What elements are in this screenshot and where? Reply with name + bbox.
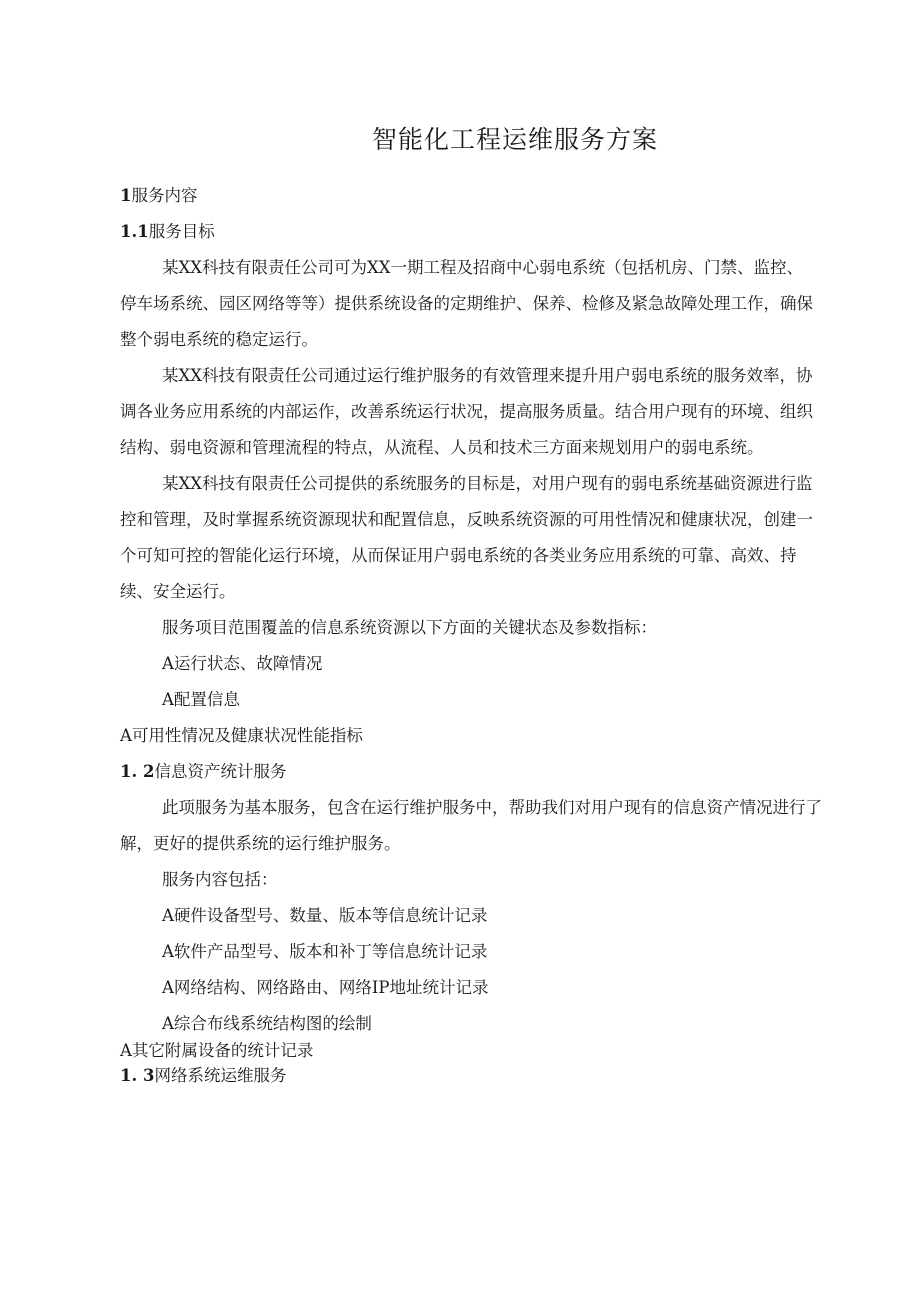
paragraph-line: 停车场系统、园区网络等等）提供系统设备的定期维护、保养、检修及紧急故障处理工作，确保: [120, 294, 813, 313]
paragraph-line: 某XX科技有限责任公司提供的系统服务的目标是，对用户现有的弱电系统基础资源进行监: [162, 474, 813, 493]
paragraph-line: 服务内容包括：: [162, 870, 278, 889]
section-label: 信息资产统计服务: [154, 762, 287, 781]
list-item: A硬件设备型号、数量、版本等信息统计记录: [162, 906, 488, 925]
list-item: A综合布线系统结构图的绘制: [162, 1014, 372, 1033]
section-number: 1. 3: [120, 1066, 155, 1085]
section-label: 网络系统运维服务: [154, 1066, 287, 1085]
paragraph-line: 控和管理，及时掌握系统资源现状和配置信息，反映系统资源的可用性情况和健康状况，创建一: [120, 510, 813, 529]
list-item: A软件产品型号、版本和补丁等信息统计记录: [162, 942, 488, 961]
document-title: 智能化工程运维服务方案: [371, 125, 658, 154]
section-number: 1. 2: [120, 762, 155, 781]
list-item: A网络结构、网络路由、网络IP地址统计记录: [162, 978, 489, 997]
section-label: 服务内容: [131, 186, 198, 205]
list-item: A可用性情况及健康状况性能指标: [120, 726, 363, 745]
section-label: 服务目标: [148, 222, 215, 241]
paragraph-line: 解，更好的提供系统的运行维护服务。: [120, 834, 401, 853]
paragraph-line: 个可知可控的智能化运行环境，从而保证用户弱电系统的各类业务应用系统的可靠、高效、持: [120, 546, 797, 565]
paragraph-line: 整个弱电系统的稳定运行。: [120, 330, 318, 349]
paragraph-line: 续、安全运行。: [120, 582, 236, 601]
paragraph-line: 结构、弱电资源和管理流程的特点，从流程、人员和技术三方面来规划用户的弱电系统。: [120, 438, 764, 457]
section-number: 1: [120, 186, 132, 205]
section-number: 1.1: [120, 222, 149, 241]
section-1-heading: [120, 188, 197, 205]
section-1-3-heading: [120, 1068, 286, 1085]
paragraph-line: 此项服务为基本服务，包含在运行维护服务中，帮助我们对用户现有的信息资产情况进行了: [162, 798, 822, 817]
paragraph-line: 某XX科技有限责任公司通过运行维护服务的有效管理来提升用户弱电系统的服务效率，协: [162, 366, 813, 385]
section-1-1-heading: [120, 224, 215, 241]
paragraph-line: 某XX科技有限责任公司可为XX一期工程及招商中心弱电系统（包括机房、门禁、监控、: [162, 258, 803, 277]
paragraph-line: 服务项目范围覆盖的信息系统资源以下方面的关键状态及参数指标：: [162, 618, 657, 637]
section-1-2-heading: [120, 764, 286, 781]
paragraph-line: 调各业务应用系统的内部运作，改善系统运行状况，提高服务质量。结合用户现有的环境、组织: [120, 402, 813, 421]
list-item: A运行状态、故障情况: [162, 654, 323, 673]
list-item: A配置信息: [162, 690, 240, 709]
list-item: A其它附属设备的统计记录: [120, 1041, 314, 1060]
